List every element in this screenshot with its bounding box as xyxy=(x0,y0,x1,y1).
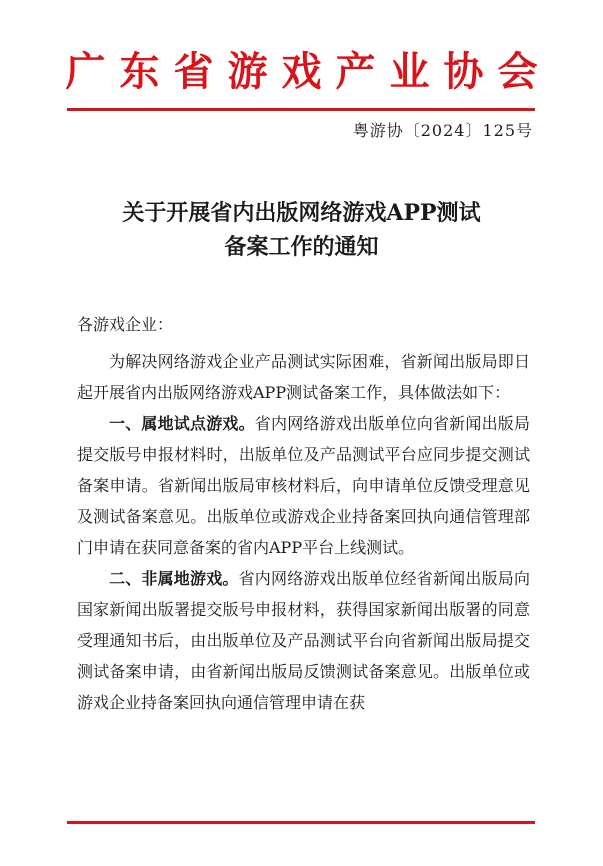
salutation: 各游戏企业： xyxy=(77,315,174,334)
section-2-text: 省内网络游戏出版单位经省新闻出版局向国家新闻出版署提交版号申报材料，获得国家新闻出版署的同意受理通知书后，由出版单位及产品测试平台向省新闻出版局提交测试备案申请，由省新闻出版局反馈测试备案意见。出版单位或游戏企业持备案回执向通信管理申请在获 xyxy=(77,569,530,712)
section-2-heading: 二、非属地游戏。 xyxy=(109,569,239,588)
section-1-text: 省内网络游戏出版单位向省新闻出版局提交版号申报材料时，出版单位及产品测试平台应同步提交测试备案申请。省新闻出版局审核材料后，向申请单位反馈受理意见及测试备案意见。出版单位或游戏企业持备案回执向通信管理部门申请在获同意备案的省内APP平台上线测试。 xyxy=(77,414,530,557)
intro-paragraph: 为解决网络游戏企业产品测试实际困难，省新闻出版局即日起开展省内出版网络游戏APP测试备案工作，具体做法如下： xyxy=(77,352,530,402)
section-2-paragraph xyxy=(77,563,530,718)
document-number: 粤游协〔2024〕125号 xyxy=(352,121,533,140)
footer-red-rule xyxy=(67,821,535,824)
section-1-paragraph xyxy=(77,408,530,563)
notice-body xyxy=(77,346,530,718)
notice-title-line-2: 备案工作的通知 xyxy=(224,234,379,260)
letterhead-red-rule xyxy=(67,108,535,111)
notice-title-line-1: 关于开展省内出版网络游戏APP测试 xyxy=(122,200,481,226)
org-letterhead-title: 广东省游戏产业协会 xyxy=(65,49,552,95)
notice-title xyxy=(0,196,603,264)
section-1-heading: 一、属地试点游戏。 xyxy=(109,414,255,433)
